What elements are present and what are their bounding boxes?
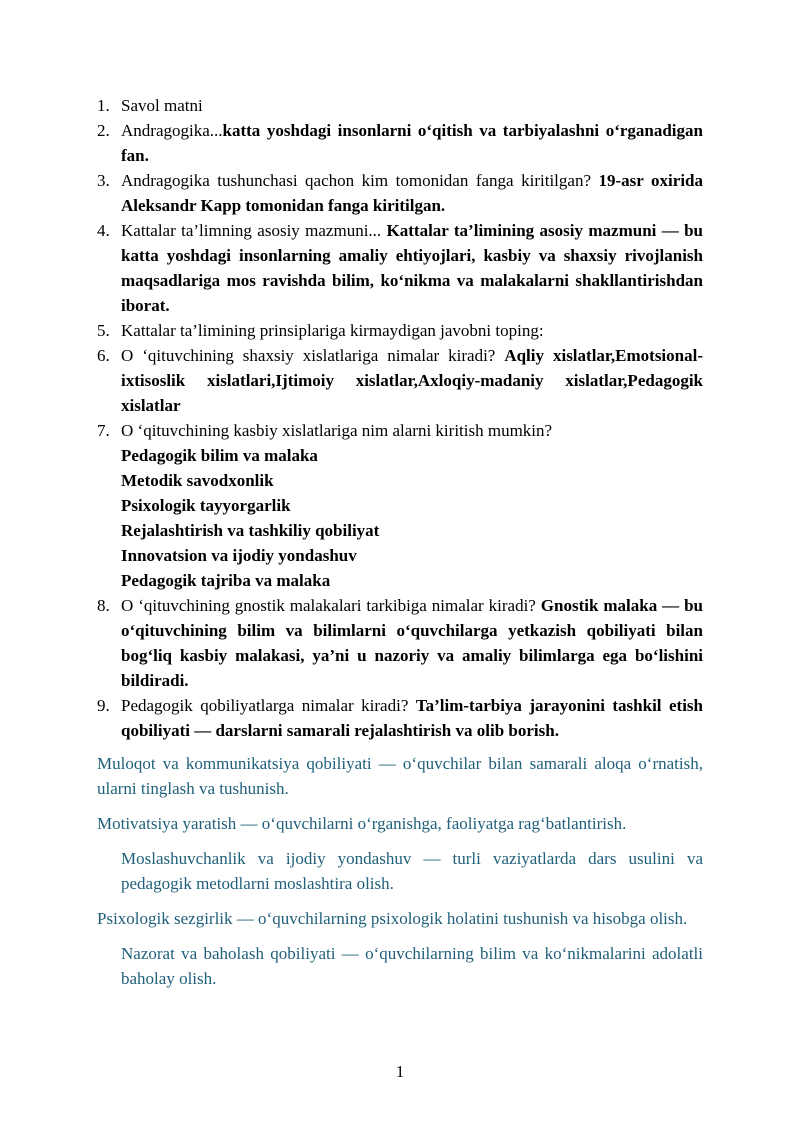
question-text: O ‘qituvchining gnostik malakalari tarkibiga nimalar kiradi? [121, 596, 541, 615]
answer-text: Aqliy xislatlar,Emotsional-ixtisoslik xislatlari,Ijtimoiy xislatlar,Axloqiy-madaniy xislatlar,Pedagogik xislatlar [121, 346, 703, 415]
list-item: 4. Kattalar ta’limning asosiy mazmuni... Kattalar ta’limining asosiy mazmuni — bu katta yoshdagi insonlarning amaliy ehtiyojlari, kasbiy va shaxsiy rivojlanish maqsadlariga mos ravishda bilim, ko‘nikma va malakalarni shakllantirishdan iborat. [97, 221, 704, 315]
question-text: Andragogika... [121, 121, 223, 140]
list-item: 2. Andragogika...katta yoshdagi insonlarni o‘qitish va tarbiyalashni o‘rganadigan fan. [97, 121, 703, 165]
paragraph: Motivatsiya yaratish — o‘quvchilarni o‘rganishga, faoliyatga rag‘batlantirish. [97, 814, 627, 833]
paragraph: Muloqot va kommunikatsiya qobiliyati — o‘quvchilar bilan samarali aloqa o‘rnatish, ularni tinglash va tushunish. [97, 754, 703, 798]
list-item: 1. Savol matnі [97, 96, 203, 115]
answer-text: Gnostik malaka — bu o‘qituvchining bilim va bilimlarni o‘quvchilarga yetkazish qobiliyati bilan bog‘liq kasbiy malakasi, ya’ni u nazoriy va amaliy bilimlarga ega bo‘lishini bildiradi. [121, 596, 703, 690]
answer-line: Metodik savodxonlik [121, 471, 274, 490]
list-item: 6. O ‘qituvchining shaxsiy xislatlariga nimalar kiradi? Aqliy xislatlar,Emotsional-ixtisoslik xislatlari,Ijtimoiy xislatlar,Axloqiy-madaniy xislatlar,Pedagogik xislatlar [97, 346, 703, 415]
question-text: Savol matnі [121, 96, 203, 115]
question-text: Pedagogik qobiliyatlarga nimalar kiradi? [121, 696, 416, 715]
page-number: 1 [395, 1062, 405, 1081]
paragraph: Psixologik sezgirlik — o‘quvchilarning psixologik holatini tushunish va hisobga olish. [97, 909, 688, 928]
question-text: Kattalar ta’limning asosiy mazmuni... [121, 221, 387, 240]
answer-line: Innovatsion va ijodiy yondashuv [121, 546, 357, 565]
answer-text: Ta’lim-tarbiya jarayonini tashkil etish qobiliyati — darslarni samarali rejalashtirish va olib borish. [121, 696, 703, 740]
paragraph: Nazorat va baholash qobiliyati — o‘quvchilarning bilim va ko‘nikmalarini adolatli baholay olish. [121, 944, 703, 988]
document-page [97, 93, 703, 991]
list-item: 3. Andragogika tushunchasi qachon kim tomonidan fanga kiritilgan? 19-asr oxirida Aleksandr Kapp tomonidan fanga kiritilgan. [97, 171, 703, 215]
answer-line: Pedagogik bilim va malaka [121, 446, 318, 465]
question-text: Andragogika tushunchasi qachon kim tomonidan fanga kiritilgan? [121, 171, 599, 190]
list-item: 5. Kattalar ta’limining prinsiplariga kirmaydigan javobni toping: [97, 321, 544, 340]
answer-line: Pedagogik tajriba va malaka [121, 571, 331, 590]
question-list [97, 93, 703, 743]
list-item: 7. O ‘qituvchining kasbiy xislatlariga nim alarni kiritish mumkin? Pedagogik bilim va malaka Metodik savodxonlik Psixologik tayyorgarlik Rejalashtirish va tashkiliy qobiliyat Innovatsion va ijodiy yondashuv Pedagogik tajriba va malaka [97, 418, 703, 593]
list-item: 9. Pedagogik qobiliyatlarga nimalar kiradi? Ta’lim-tarbiya jarayonini tashkil etish qobiliyati — darslarni samarali rejalashtirish va olib borish. [97, 696, 703, 740]
answer-line: Psixologik tayyorgarlik [121, 496, 291, 515]
paragraph: Moslashuvchanlik va ijodiy yondashuv — turli vaziyatlarda dars usulini va pedagogik metodlarni moslashtira olish. [121, 849, 703, 893]
question-text: Kattalar ta’limining prinsiplariga kirmaydigan javobni toping: [121, 321, 544, 340]
question-text: O ‘qituvchining shaxsiy xislatlariga nimalar kiradi? [121, 346, 505, 365]
answer-line: Rejalashtirish va tashkiliy qobiliyat [121, 521, 380, 540]
list-item: 8. O ‘qituvchining gnostik malakalari tarkibiga nimalar kiradi? Gnostik malaka — bu o‘qituvchining bilim va bilimlarni o‘quvchilarga yetkazish qobiliyati bilan bog‘liq kasbiy malakasi, ya’ni u nazoriy va amaliy bilimlarga ega bo‘lishini bildiradi. [97, 596, 703, 690]
question-text: O ‘qituvchining kasbiy xislatlariga nim alarni kiritish mumkin? [121, 421, 553, 440]
answer-text: 19-asr oxirida Aleksandr Kapp tomonidan fanga kiritilgan. [121, 171, 703, 215]
answer-text: Kattalar ta’limining asosiy mazmuni — bu katta yoshdagi insonlarning amaliy ehtiyojlari, kasbiy va shaxsiy rivojlanish maqsadlariga mos ravishda bilim, ko‘nikma va malakalarni shakllantirishdan iborat. [121, 221, 704, 315]
answer-text: katta yoshdagi insonlarni o‘qitish va tarbiyalashni o‘rganadigan fan. [121, 121, 703, 165]
